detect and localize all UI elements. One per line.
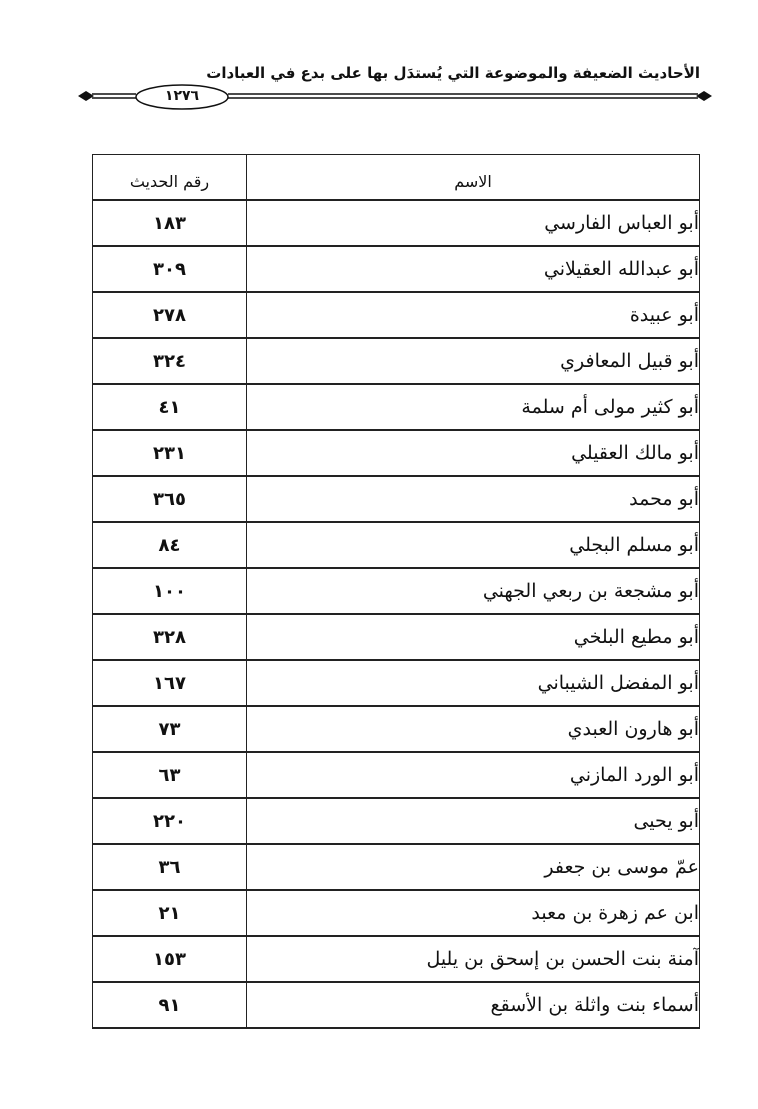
hadith-number: ٣٠٩ <box>93 246 247 292</box>
narrators-index-table <box>92 154 700 1029</box>
table-row <box>93 752 700 798</box>
narrator-name: أبو كثير مولى أم سلمة <box>247 384 700 430</box>
column-header-hadith-number: رقم الحديث <box>93 155 247 201</box>
hadith-number: ٦٣ <box>93 752 247 798</box>
page-number: ١٢٧٦ <box>164 88 200 104</box>
hadith-number: ١٨٣ <box>93 200 247 246</box>
table-row <box>93 706 700 752</box>
narrator-name: عمّ موسى بن جعفر <box>247 844 700 890</box>
table-row <box>93 844 700 890</box>
table-row <box>93 430 700 476</box>
hadith-number: ٣٦ <box>93 844 247 890</box>
table-row <box>93 476 700 522</box>
table-row <box>93 982 700 1028</box>
table-header-row <box>93 155 700 201</box>
hadith-number: ٤١ <box>93 384 247 430</box>
narrator-name: أبو مسلم البجلي <box>247 522 700 568</box>
table-row <box>93 890 700 936</box>
narrator-name: أبو يحيى <box>247 798 700 844</box>
column-header-name: الاسم <box>247 155 700 201</box>
hadith-number: ٣٢٨ <box>93 614 247 660</box>
narrator-name: أبو الورد المازني <box>247 752 700 798</box>
table-row <box>93 568 700 614</box>
narrator-name: ابن عم زهرة بن معبد <box>247 890 700 936</box>
hadith-number: ٩١ <box>93 982 247 1028</box>
hadith-number: ٢٣١ <box>93 430 247 476</box>
table-row <box>93 798 700 844</box>
table-row <box>93 614 700 660</box>
hadith-number: ٢٧٨ <box>93 292 247 338</box>
table-row <box>93 660 700 706</box>
table-row <box>93 522 700 568</box>
hadith-number: ١٠٠ <box>93 568 247 614</box>
hadith-number: ١٥٣ <box>93 936 247 982</box>
hadith-number: ٢١ <box>93 890 247 936</box>
narrator-name: آمنة بنت الحسن بن إسحق بن يليل <box>247 936 700 982</box>
hadith-number: ٨٤ <box>93 522 247 568</box>
table-row <box>93 384 700 430</box>
narrator-name: أسماء بنت واثلة بن الأسقع <box>247 982 700 1028</box>
right-diamond-icon <box>696 91 712 101</box>
table-row <box>93 936 700 982</box>
hadith-number: ٣٦٥ <box>93 476 247 522</box>
narrator-name: أبو المفضل الشيباني <box>247 660 700 706</box>
narrator-name: أبو هارون العبدي <box>247 706 700 752</box>
table-row <box>93 338 700 384</box>
running-header-title: الأحاديث الضعيفة والموضوعة التي يُستدَل بها على بدع في العبادات <box>206 64 700 82</box>
narrator-name: أبو العباس الفارسي <box>247 200 700 246</box>
table-row <box>93 200 700 246</box>
hadith-number: ٧٣ <box>93 706 247 752</box>
narrator-name: أبو عبدالله العقيلاني <box>247 246 700 292</box>
hadith-number: ١٦٧ <box>93 660 247 706</box>
narrator-name: أبو عبيدة <box>247 292 700 338</box>
narrator-name: أبو مطيع البلخي <box>247 614 700 660</box>
table-row <box>93 292 700 338</box>
narrator-name: أبو مشجعة بن ربعي الجهني <box>247 568 700 614</box>
left-diamond-icon <box>78 91 94 101</box>
narrator-name: أبو قبيل المعافري <box>247 338 700 384</box>
narrator-name: أبو مالك العقيلي <box>247 430 700 476</box>
table-row <box>93 246 700 292</box>
hadith-number: ٢٢٠ <box>93 798 247 844</box>
hadith-number: ٣٢٤ <box>93 338 247 384</box>
narrator-name: أبو محمد <box>247 476 700 522</box>
